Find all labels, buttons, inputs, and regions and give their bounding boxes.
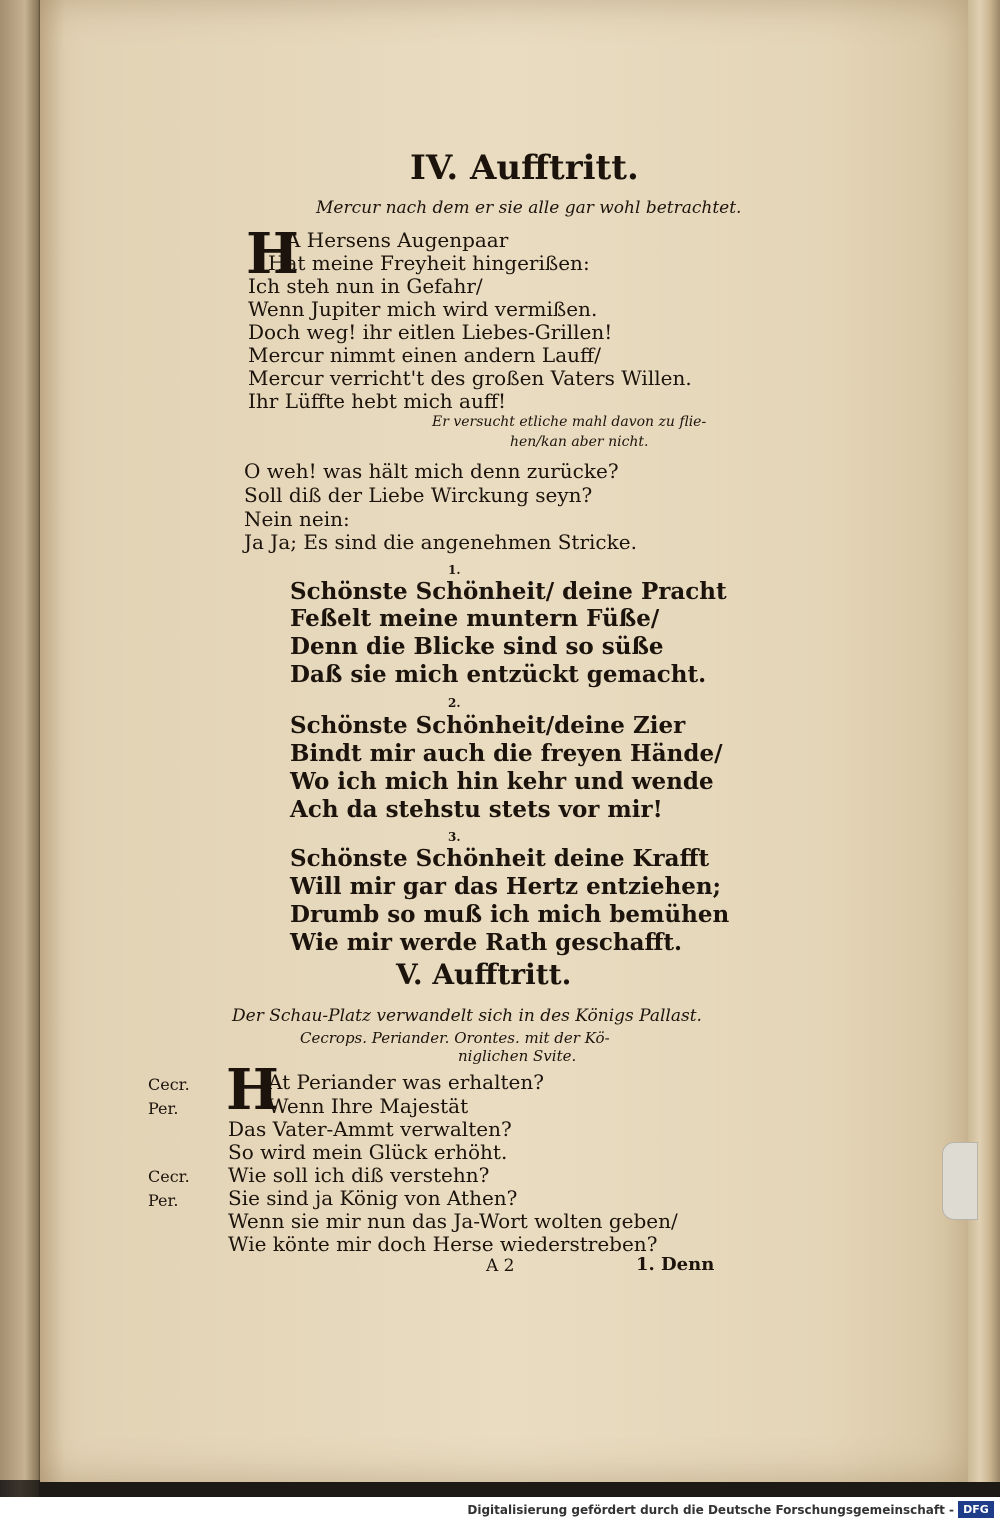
scene5-dropcap: H bbox=[226, 1057, 279, 1123]
stanza-line: Will mir gar das Hertz entziehen; bbox=[290, 873, 722, 900]
stanza-number: 3. bbox=[448, 830, 461, 844]
speaker-label: Cecr. bbox=[148, 1075, 190, 1094]
stanza-line: Wie mir werde Rath geschafft. bbox=[290, 929, 682, 956]
scene4-line: Doch weg! ihr eitlen Liebes-Grillen! bbox=[248, 320, 613, 344]
stanza-line: Schönste Schönheit/deine Zier bbox=[290, 712, 686, 739]
scene5-cast-line: Cecrops. Periander. Orontes. mit der Kö- bbox=[300, 1029, 610, 1047]
dfg-logo: DFG bbox=[958, 1501, 994, 1518]
scene4-line: Ja Ja; Es sind die angenehmen Stricke. bbox=[244, 530, 637, 554]
dialogue-line: Wenn Ihre Majestät bbox=[268, 1094, 469, 1118]
stanza-line: Feßelt meine muntern Füße/ bbox=[290, 605, 660, 632]
facing-page-edge bbox=[0, 0, 40, 1480]
stanza-line: Denn die Blicke sind so süße bbox=[290, 633, 664, 660]
scene4-dropcap: H bbox=[246, 221, 299, 287]
scene4-line: Hat meine Freyheit hingerißen: bbox=[268, 251, 590, 275]
dialogue-line: At Periander was erhalten? bbox=[268, 1070, 544, 1094]
stanza-line: Wo ich mich hin kehr und wende bbox=[290, 768, 714, 795]
stanza-line: Schönste Schönheit/ deine Pracht bbox=[290, 578, 727, 605]
dialogue-line: Wenn sie mir nun das Ja-Wort wolten geben/ bbox=[228, 1209, 678, 1233]
scene4-heading: IV. Aufftritt. bbox=[410, 148, 639, 188]
scene4-line: Nein nein: bbox=[244, 507, 350, 531]
scene4-line: Mercur nimmt einen andern Lauff/ bbox=[248, 343, 601, 367]
speaker-label: Per. bbox=[148, 1099, 179, 1118]
dialogue-line: Wie könte mir doch Herse wiederstreben? bbox=[228, 1232, 658, 1256]
scene4-line: Ihr Lüffte hebt mich auff! bbox=[248, 389, 507, 413]
stanza-line: Bindt mir auch die freyen Hände/ bbox=[290, 740, 723, 767]
stage-direction-line: hen/kan aber nicht. bbox=[510, 434, 649, 450]
speaker-label: Per. bbox=[148, 1191, 179, 1210]
scene4-direction: Mercur nach dem er sie alle gar wohl betrachtet. bbox=[316, 198, 742, 218]
dialogue-line: Sie sind ja König von Athen? bbox=[228, 1186, 518, 1210]
scene4-line: Ich steh nun in Gefahr/ bbox=[248, 274, 483, 298]
stage-direction-line: Er versucht etliche mahl davon zu flie- bbox=[432, 414, 707, 430]
scene5-heading: V. Aufftritt. bbox=[396, 958, 572, 991]
scene4-line: Soll diß der Liebe Wirckung seyn? bbox=[244, 483, 593, 507]
stanza-line: Daß sie mich entzückt gemacht. bbox=[290, 661, 707, 688]
scene4-line: O weh! was hält mich denn zurücke? bbox=[244, 459, 619, 483]
stanza-number: 2. bbox=[448, 696, 461, 710]
stanza-line: Drumb so muß ich mich bemühen bbox=[290, 901, 730, 928]
scene4-line: Mercur verricht't des großen Vaters Willen. bbox=[248, 366, 692, 390]
dialogue-line: Wie soll ich diß verstehn? bbox=[228, 1163, 490, 1187]
footer-credit: Digitalisierung gefördert durch die Deutsche Forschungsgemeinschaft - bbox=[467, 1503, 954, 1517]
signature-mark: A 2 bbox=[486, 1256, 515, 1276]
scene4-line: Wenn Jupiter mich wird vermißen. bbox=[248, 297, 598, 321]
dialogue-line: So wird mein Glück erhöht. bbox=[228, 1140, 508, 1164]
dialogue-line: Das Vater-Ammt verwalten? bbox=[228, 1117, 512, 1141]
scene5-direction: Der Schau-Platz verwandelt sich in des Königs Pallast. bbox=[232, 1006, 702, 1026]
speaker-label: Cecr. bbox=[148, 1167, 190, 1186]
stanza-number: 1. bbox=[448, 563, 461, 577]
scene5-cast-line: niglichen Svite. bbox=[458, 1047, 577, 1065]
page-edge bbox=[968, 0, 1000, 1482]
bookmark-tab bbox=[942, 1142, 978, 1220]
stanza-line: Schönste Schönheit deine Krafft bbox=[290, 845, 710, 872]
catchword: 1. Denn bbox=[636, 1254, 715, 1275]
stanza-line: Ach da stehstu stets vor mir! bbox=[290, 796, 663, 823]
scene4-line: A Hersens Augenpaar bbox=[286, 228, 509, 252]
